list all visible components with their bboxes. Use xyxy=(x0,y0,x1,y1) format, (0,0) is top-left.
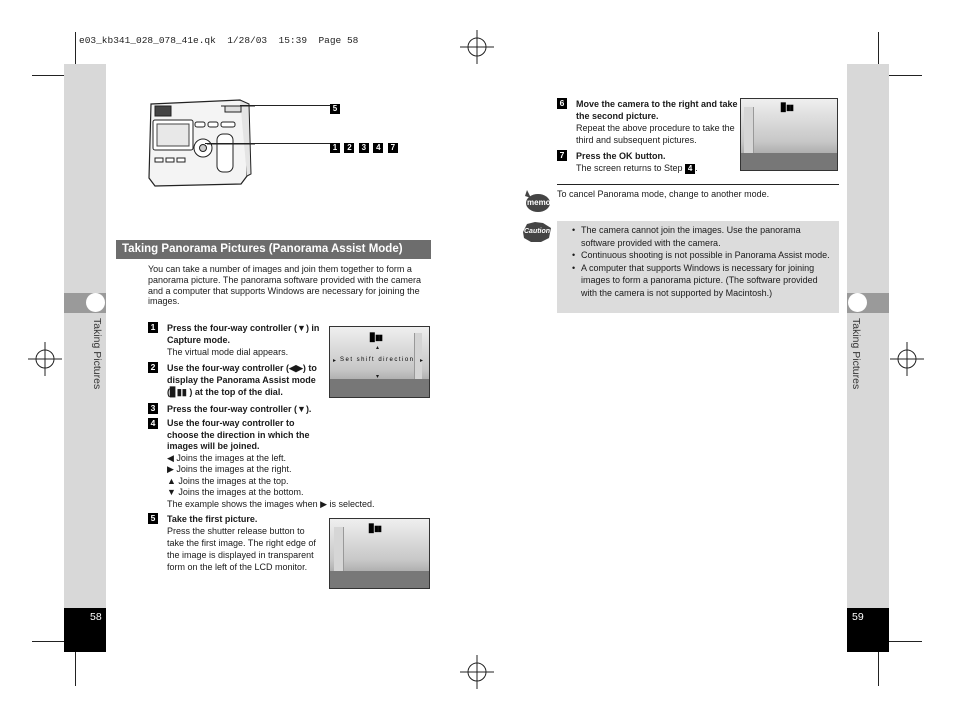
step-number: 4 xyxy=(148,418,158,429)
callout-number: 7 xyxy=(388,143,398,153)
crop-mark xyxy=(878,32,879,66)
step-3 xyxy=(167,403,367,415)
crop-mark xyxy=(75,32,76,66)
page-number-left: 58 xyxy=(90,611,102,623)
print-slug-line: e03_kb341_028_078_41e.qk 1/28/03 15:39 Page 58 xyxy=(79,35,359,46)
step-5 xyxy=(167,513,319,573)
step-line: ▼ Joins the images at the bottom. xyxy=(167,487,304,497)
registration-mark-icon xyxy=(460,655,494,689)
page-number-right: 59 xyxy=(852,611,864,623)
memo-text: To cancel Panorama mode, change to another mode. xyxy=(557,189,770,199)
callout-line xyxy=(205,143,330,144)
memo-label: memo xyxy=(527,198,551,207)
arrow-down-icon: ▾ xyxy=(376,374,380,380)
panorama-icon: ▊▮▮ xyxy=(370,333,382,342)
crop-mark xyxy=(32,75,66,76)
step-number: 5 xyxy=(148,513,158,524)
panorama-icon: ▊▮▮ xyxy=(369,524,381,533)
step-2 xyxy=(167,362,325,398)
step-heading: Press the OK button. xyxy=(576,151,666,161)
step-line: The example shows the images when ▶ is selected. xyxy=(167,498,375,509)
step-text: Repeat the above procedure to take the third and subsequent pictures. xyxy=(576,123,735,145)
crop-mark xyxy=(888,641,922,642)
crop-mark xyxy=(888,75,922,76)
caution-item: • A computer that supports Windows is necessary for joining images to form a panorama picture. (The software provided with the camera is not supported by Macintosh.) xyxy=(581,262,833,300)
step-1 xyxy=(167,322,325,358)
registration-mark-icon xyxy=(890,342,924,376)
caution-item: • Continuous shooting is not possible in Panorama Assist mode. xyxy=(581,249,833,262)
step-heading: Press the four-way controller (▼). xyxy=(167,404,312,414)
step-heading: Use the four-way controller to choose the direction in which the images will be joined. xyxy=(167,418,310,451)
lcd-screen-second-shot xyxy=(740,98,838,171)
callout-bottom xyxy=(330,139,398,157)
panorama-icon: ▊▮▮ xyxy=(781,103,793,112)
callout-number: 4 xyxy=(373,143,383,153)
registration-mark-icon xyxy=(28,342,62,376)
tab-dot xyxy=(848,293,867,312)
side-label-right: Taking Pictures xyxy=(850,318,862,390)
crop-mark xyxy=(32,641,66,642)
step-heading: Press the four-way controller (▼) in Capture mode. xyxy=(167,323,320,345)
ground-shape xyxy=(741,153,838,171)
step-heading: Take the first picture. xyxy=(167,514,258,524)
crop-mark xyxy=(878,652,879,686)
callout-line xyxy=(240,105,330,106)
ground-shape xyxy=(330,571,430,589)
step-heading: Use the four-way controller (◀▶) to display the Panorama Assist mode (▊▮▮ ) at the top of the dial. xyxy=(167,363,317,397)
lcd-text: Set shift direction xyxy=(340,357,415,363)
crop-mark xyxy=(75,652,76,686)
arrow-left-icon: ▸ xyxy=(333,358,337,364)
callout-number: 1 xyxy=(330,143,340,153)
section-title: Taking Panorama Pictures (Panorama Assist Mode) xyxy=(116,240,431,259)
step-line: ◀ Joins the images at the left. xyxy=(167,452,286,463)
callout-number: 3 xyxy=(359,143,369,153)
step-number: 6 xyxy=(557,98,567,109)
caution-box xyxy=(557,221,839,313)
memo-rule xyxy=(557,184,839,185)
step-6 xyxy=(576,98,738,146)
step-text: The screen returns to Step xyxy=(576,163,683,173)
arrow-up-icon: ▴ xyxy=(376,345,380,351)
step-heading: Move the camera to the right and take the second picture. xyxy=(576,99,738,121)
callout-number: 5 xyxy=(330,104,340,114)
registration-mark-icon xyxy=(460,30,494,64)
callout-number: 2 xyxy=(344,143,354,153)
arrow-right-icon: ▸ xyxy=(420,358,424,364)
tab-dot xyxy=(86,293,105,312)
intro-paragraph: You can take a number of images and join them together to form a panorama picture. The panorama software provided with the camera and a computer that supports Windows are necessary for joining the images. xyxy=(148,264,421,307)
lcd-screen-first-shot xyxy=(329,518,430,589)
step-text: Press the shutter release button to take the first image. The right edge of the image is displayed in transparent form on the left of the LCD monitor. xyxy=(167,526,316,572)
step-line: ▲ Joins the images at the top. xyxy=(167,475,289,486)
step-line: ▶ Joins the images at the right. xyxy=(167,464,292,474)
step-text: The virtual mode dial appears. xyxy=(167,347,289,357)
callout-top xyxy=(330,100,340,118)
lcd-screen-dial xyxy=(329,326,430,398)
step-4 xyxy=(167,418,429,510)
step-number: 2 xyxy=(148,362,158,373)
ground-shape xyxy=(330,379,430,398)
caution-label: Caution xyxy=(524,228,551,235)
step-7: Press the OK button. The screen returns to Step 4 . xyxy=(576,151,698,173)
step-number: 3 xyxy=(148,403,158,414)
caution-item: • The camera cannot join the images. Use the panorama software provided with the camera. xyxy=(581,224,833,249)
side-label-left: Taking Pictures xyxy=(91,318,103,390)
step-number: 1 xyxy=(148,322,158,333)
step-number: 7 xyxy=(557,150,567,161)
step-ref: 4 xyxy=(685,164,695,174)
